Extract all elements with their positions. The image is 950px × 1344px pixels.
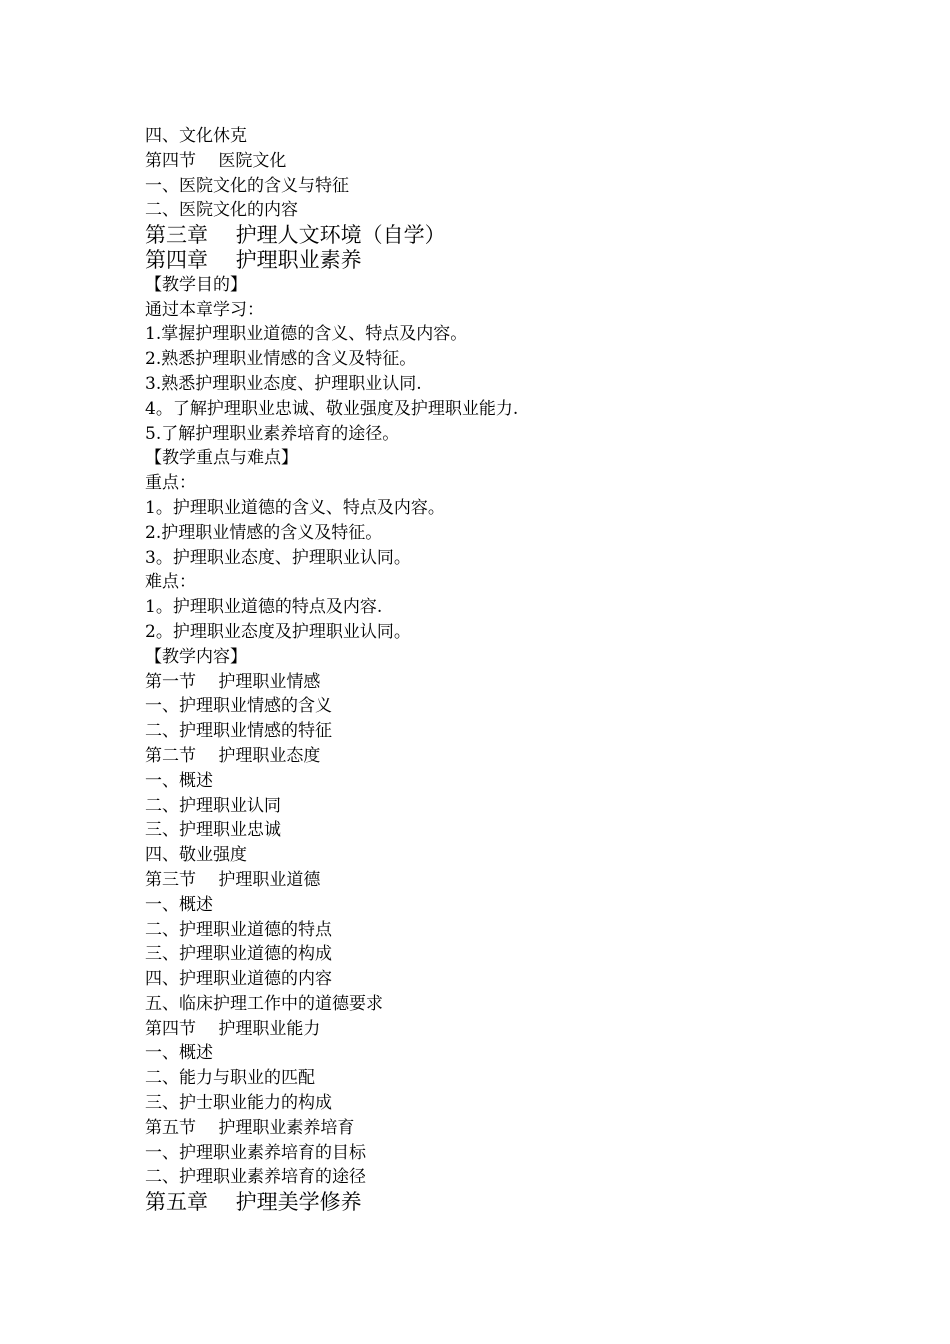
- list-item: 一、概述: [145, 894, 213, 915]
- block-label: 【教学重点与难点】: [145, 448, 298, 469]
- list-item: 二、能力与职业的匹配: [145, 1068, 315, 1089]
- list-item: 1.掌握护理职业道德的含义、特点及内容。: [145, 324, 468, 345]
- list-item: 一、概述: [145, 770, 213, 791]
- section-heading: 第四节 医院文化: [145, 150, 287, 171]
- list-item: 二、护理职业情感的特征: [145, 721, 332, 742]
- chapter-heading: 第三章 护理人文环境（自学）: [145, 223, 446, 248]
- text-line: 重点：: [145, 473, 196, 494]
- list-item: 一、护理职业素养培育的目标: [145, 1142, 366, 1163]
- list-item: 5.了解护理职业素养培育的途径。: [145, 423, 400, 444]
- chapter-heading: 第四章 护理职业素养: [145, 247, 362, 272]
- section-heading: 一、医院文化的含义与特征: [145, 175, 349, 196]
- list-item: 一、护理职业情感的含义: [145, 696, 332, 717]
- section-heading: 第二节 护理职业态度: [145, 745, 321, 766]
- list-item: 三、护理职业道德的构成: [145, 944, 332, 965]
- chapter-heading: 第五章 护理美学修养: [145, 1190, 362, 1215]
- section-heading: 第四节 护理职业能力: [145, 1018, 321, 1039]
- text-line: 难点：: [145, 572, 196, 593]
- list-item: 三、护士职业能力的构成: [145, 1093, 332, 1114]
- list-item: 四、护理职业道德的内容: [145, 969, 332, 990]
- section-heading: 第三节 护理职业道德: [145, 869, 321, 890]
- section-heading: 第五节 护理职业素养培育: [145, 1117, 355, 1138]
- list-item: 二、护理职业道德的特点: [145, 919, 332, 940]
- list-item: 3。护理职业态度、护理职业认同。: [145, 547, 411, 568]
- section-heading: 二、医院文化的内容: [145, 200, 298, 221]
- list-item: 二、护理职业认同: [145, 795, 281, 816]
- text-line: 通过本章学习：: [145, 299, 264, 320]
- list-item: 4。了解护理职业忠诚、敬业强度及护理职业能力.: [145, 398, 519, 419]
- list-item: 1。护理职业道德的含义、特点及内容。: [145, 497, 445, 518]
- list-item: 三、护理职业忠诚: [145, 820, 281, 841]
- list-item: 3.熟悉护理职业态度、护理职业认同.: [145, 373, 422, 394]
- list-item: 二、护理职业素养培育的途径: [145, 1167, 366, 1188]
- list-item: 1。护理职业道德的特点及内容.: [145, 597, 383, 618]
- list-item: 2.熟悉护理职业情感的含义及特征。: [145, 349, 417, 370]
- list-item: 2。护理职业态度及护理职业认同。: [145, 621, 411, 642]
- list-item: 一、概述: [145, 1043, 213, 1064]
- section-heading: 四、文化休克: [145, 126, 247, 146]
- section-heading: 第一节 护理职业情感: [145, 671, 321, 692]
- document-page: [145, 124, 845, 1215]
- list-item: 五、临床护理工作中的道德要求: [145, 993, 383, 1014]
- block-label: 【教学目的】: [145, 274, 247, 295]
- list-item: 2.护理职业情感的含义及特征。: [145, 522, 383, 543]
- block-label: 【教学内容】: [145, 646, 247, 667]
- list-item: 四、敬业强度: [145, 845, 247, 866]
